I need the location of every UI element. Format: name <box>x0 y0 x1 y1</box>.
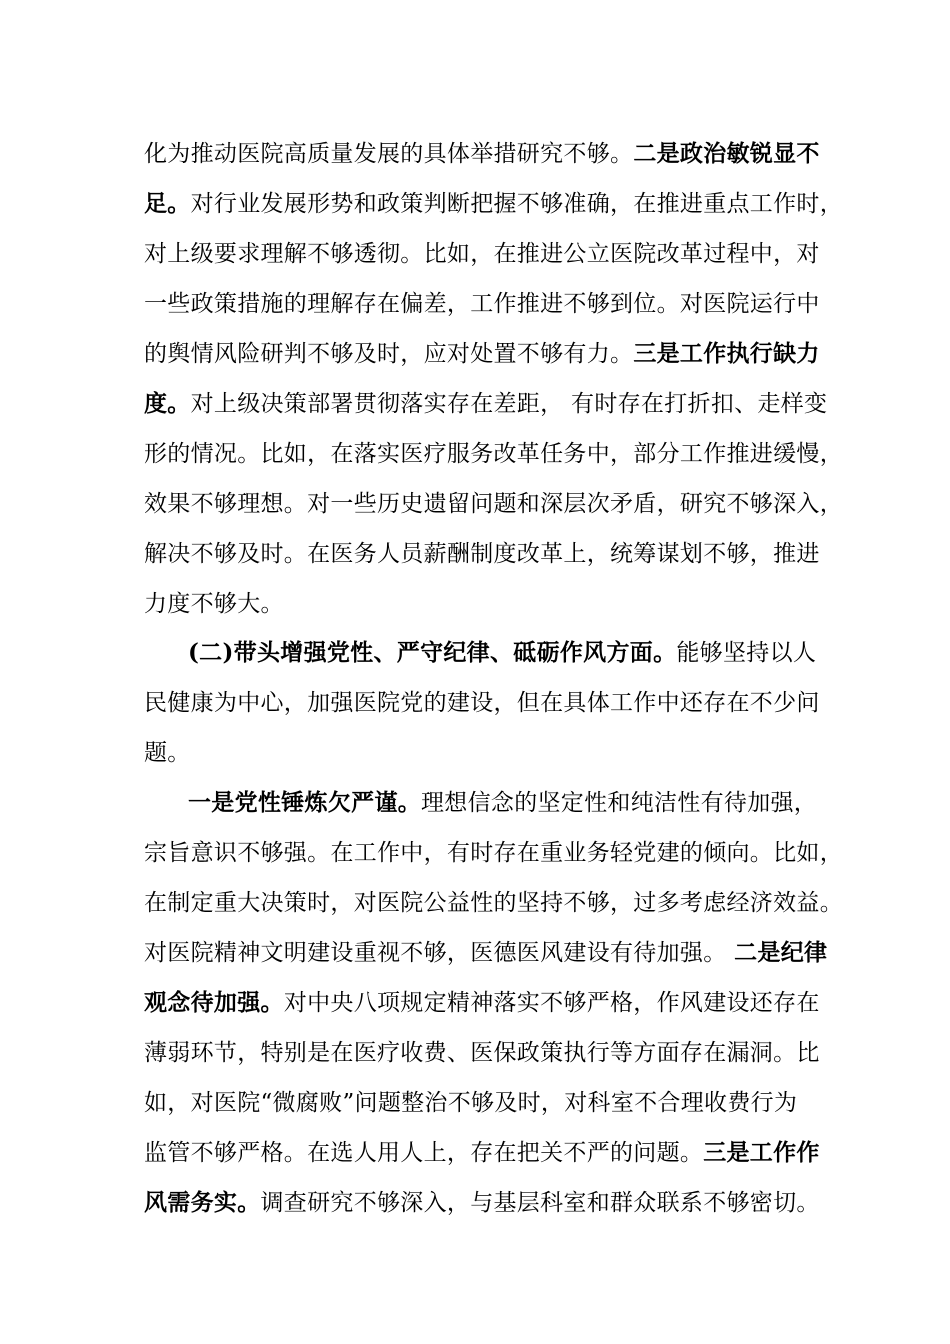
text-line <box>144 439 843 469</box>
text-line <box>144 589 284 619</box>
bold-text-run: 度。 <box>144 390 191 417</box>
text-run: 在制定重大决策时，对医院公益性的坚持不够，过多考虑经济效益。 <box>144 890 843 916</box>
bold-text-run: (二)带头增强党性、严守纪律、砥砺作风方面。 <box>188 639 677 666</box>
text-run: 的舆情风险研判不够及时，应对处置不够有力。 <box>144 341 634 367</box>
text-run: 调查研究不够深入，与基层科室和群众联系不够密切。 <box>260 1190 820 1216</box>
text-line <box>188 638 816 668</box>
bold-text-run: 观念待加强。 <box>144 989 284 1016</box>
text-run: 一些政策措施的理解存在偏差，工作推进不够到位。对医院运行中 <box>144 291 820 317</box>
text-run: 对上级要求理解不够透彻。比如，在推进公立医院改革过程中，对 <box>144 241 820 267</box>
text-line <box>144 738 191 768</box>
text-line <box>144 838 843 868</box>
text-line <box>144 539 820 569</box>
text-line <box>144 289 820 319</box>
text-line <box>144 938 827 968</box>
text-line <box>144 1188 820 1218</box>
text-run: 对行业发展形势和政策判断把握不够准确，在推进重点工作时， <box>190 191 844 217</box>
bold-text-run: 二是政治敏锐显不 <box>633 140 820 167</box>
text-run: 理想信念的坚定性和纯洁性有待加强， <box>421 790 818 816</box>
text-line <box>144 1038 820 1068</box>
text-run: 形的情况。比如，在落实医疗服务改革任务中，部分工作推进缓慢， <box>144 441 843 467</box>
text-run: 效果不够理想。对一些历史遗留问题和深层次矛盾，研究不够深入， <box>144 491 843 517</box>
text-run: 化为推动医院高质量发展的具体举措研究不够。 <box>144 141 634 167</box>
bold-text-run: 二是纪律 <box>734 939 828 966</box>
text-run: 对上级决策部署贯彻落实存在差距， 有时存在打折扣、走样变 <box>190 391 828 417</box>
bold-text-run: 一是党性锤炼欠严谨。 <box>188 789 421 816</box>
text-run: 薄弱环节，特别是在医疗收费、医保政策执行等方面存在漏洞。比 <box>144 1040 820 1066</box>
text-line <box>144 239 820 269</box>
text-run: 民健康为中心，加强医院党的建设，但在具体工作中还存在不少问 <box>144 690 820 716</box>
text-line <box>144 988 820 1018</box>
bold-text-run: 三是工作作 <box>703 1139 820 1166</box>
text-line <box>144 389 827 419</box>
text-line <box>188 788 817 818</box>
text-line <box>144 1088 797 1118</box>
text-run: 力度不够大。 <box>144 591 284 617</box>
text-run: 如，对医院“微腐败”问题整治不够及时，对科室不合理收费行为 <box>144 1090 798 1116</box>
text-line <box>144 339 820 369</box>
text-line <box>144 888 843 918</box>
text-line <box>144 139 820 169</box>
text-run: 解决不够及时。在医务人员薪酬制度改革上，统筹谋划不够，推进 <box>144 541 820 567</box>
bold-text-run: 三是工作执行缺力 <box>633 340 820 367</box>
text-line <box>144 1138 820 1168</box>
text-line <box>144 489 843 519</box>
text-run: 题。 <box>144 740 191 766</box>
text-run: 能够坚持以人 <box>676 640 817 666</box>
bold-text-run: 足。 <box>144 190 191 217</box>
text-run: 宗旨意识不够强。在工作中，有时存在重业务轻党建的倾向。比如， <box>144 840 843 866</box>
text-line <box>144 688 820 718</box>
bold-text-run: 风需务实。 <box>144 1189 261 1216</box>
text-line <box>144 189 843 219</box>
text-run: 监管不够严格。在选人用人上，存在把关不严的问题。 <box>144 1140 704 1166</box>
text-run: 对医院精神文明建设重视不够，医德医风建设有待加强。 <box>144 940 735 966</box>
text-run: 对中央八项规定精神落实不够严格，作风建设还存在 <box>283 990 820 1016</box>
